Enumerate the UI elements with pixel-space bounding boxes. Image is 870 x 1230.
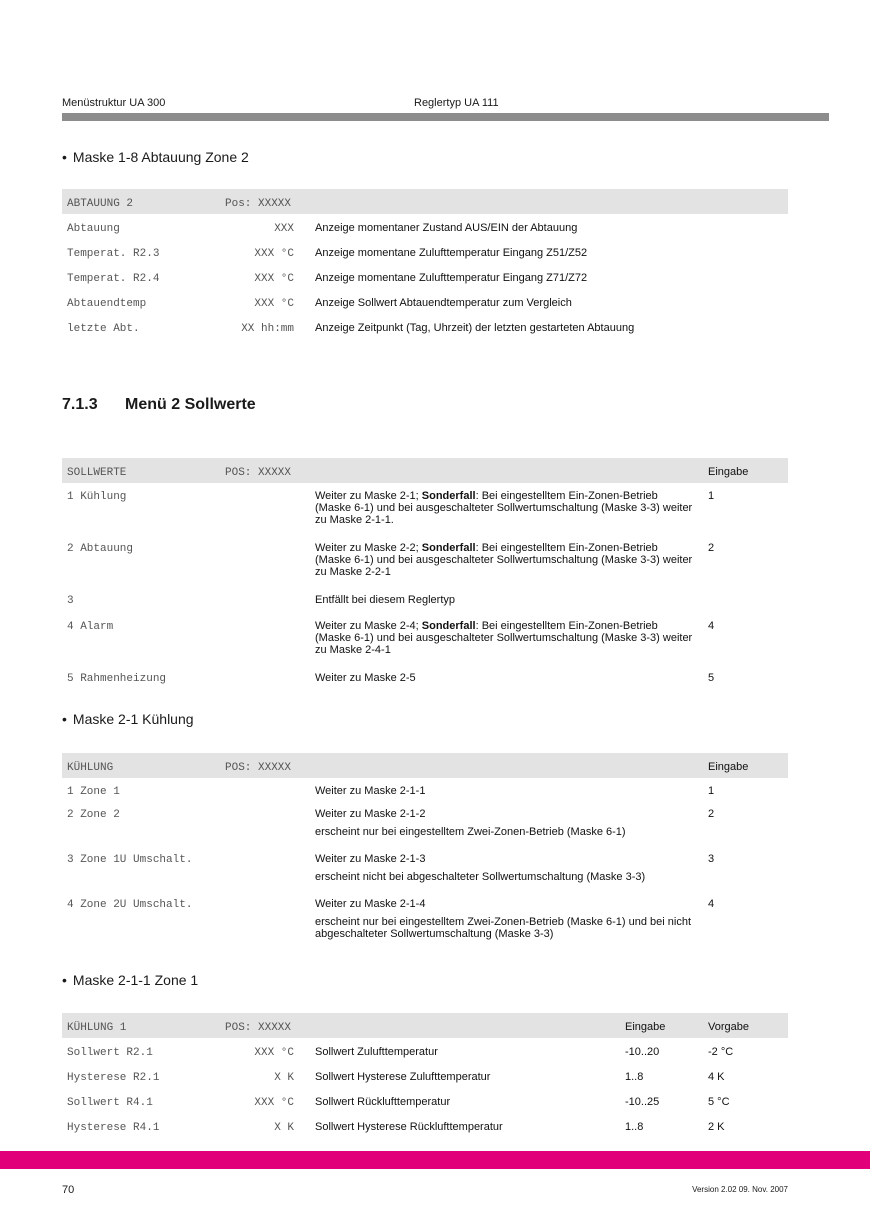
head-pos: POS: XXXXX (225, 1022, 292, 1034)
section-2-1-title: • Maske 2-1 Kühlung (62, 711, 194, 727)
table-row (62, 665, 788, 693)
table-row (62, 1038, 788, 1063)
row-description: Anzeige momentaner Zustand AUS/EIN der Abtauung (315, 222, 578, 234)
row-input: -10..25 (625, 1096, 660, 1108)
row-name: 3 (67, 595, 74, 607)
head-pos: POS: XXXXX (225, 467, 292, 479)
description-emphasis: Sonderfall (421, 542, 476, 554)
row-name: Abtauung (67, 223, 120, 235)
table-row (62, 535, 788, 587)
header-left: Menüstruktur UA 300 (62, 97, 166, 109)
row-default: 5 °C (708, 1096, 730, 1108)
row-value: XXX (274, 223, 294, 235)
row-description: Sollwert Hysterese Zulufttemperatur (315, 1071, 491, 1083)
section-title: Menü 2 Sollwerte (125, 396, 256, 413)
head-name: KÜHLUNG 1 (67, 1022, 127, 1034)
row-input: 2 (708, 808, 715, 820)
description-lead: Weiter zu Maske 2-2; (315, 542, 422, 554)
row-description: Anzeige Sollwert Abtauendtemperatur zum Vergleich (315, 297, 572, 309)
row-description: Sollwert Rücklufttemperatur (315, 1096, 451, 1108)
row-description (315, 490, 693, 526)
section-heading (62, 396, 256, 414)
row-input: 1..8 (625, 1121, 644, 1133)
table-2-1 (62, 753, 788, 943)
row-description (315, 542, 693, 578)
description-rest: : Bei eingestelltem Ein-Zonen-Betrieb (Maske 6-1) und bei ausgeschalteter Sollwertumschaltung (Maske 3-3) weiter zu Maske 2-1-1. (315, 490, 693, 526)
row-description: Entfällt bei diesem Reglertyp (315, 594, 456, 606)
row-name: Sollwert R4.1 (67, 1097, 153, 1109)
table-row (62, 891, 788, 943)
row-name: Hysterese R4.1 (67, 1122, 160, 1134)
row-input: 4 (708, 898, 715, 910)
row-name: 5 Rahmenheizung (67, 673, 167, 685)
table-row (62, 778, 788, 801)
head-pos: POS: XXXXX (225, 762, 292, 774)
row-value: XXX °C (254, 1047, 294, 1059)
footer-accent-bar (0, 1151, 870, 1169)
table-head (62, 189, 788, 214)
head-pos: Pos: XXXXX (225, 198, 292, 210)
section-2-1-1-title: • Maske 2-1-1 Zone 1 (62, 972, 198, 988)
row-name: 4 Alarm (67, 621, 114, 633)
row-name: 2 Abtauung (67, 543, 134, 555)
table-row (62, 289, 788, 314)
row-input: 1..8 (625, 1071, 644, 1083)
row-input: 2 (708, 542, 715, 554)
description-emphasis: Sonderfall (421, 620, 476, 632)
row-value: XXX °C (254, 248, 294, 260)
row-value: X K (274, 1072, 294, 1084)
row-name: Temperat. R2.4 (67, 273, 160, 285)
row-name: 2 Zone 2 (67, 809, 120, 821)
row-name: Sollwert R2.1 (67, 1047, 153, 1059)
head-input: Eingabe (708, 761, 749, 773)
description-rest: : Bei eingestelltem Ein-Zonen-Betrieb (Maske 6-1) und bei ausgeschalteter Sollwertumschaltung (Maske 3-3) weiter zu Maske 2-4-1 (315, 620, 693, 656)
head-default: Vorgabe (708, 1021, 749, 1033)
row-name: 4 Zone 2U Umschalt. (67, 899, 193, 911)
table-1-8 (62, 189, 788, 339)
section-number: 7.1.3 (62, 396, 98, 413)
row-description: Weiter zu Maske 2-1-3 (315, 853, 426, 865)
row-input: 1 (708, 785, 715, 797)
table-head (62, 753, 788, 778)
row-note: erscheint nur bei eingestelltem Zwei-Zonen-Betrieb (Maske 6-1) und bei nicht abgeschalteter Sollwertumschaltung (Maske 3-3) (315, 916, 692, 940)
description-emphasis: Sonderfall (421, 490, 476, 502)
row-description (315, 620, 693, 656)
row-note: erscheint nur bei eingestelltem Zwei-Zonen-Betrieb (Maske 6-1) (315, 826, 626, 838)
row-input: -10..20 (625, 1046, 660, 1058)
table-row (62, 1113, 788, 1138)
table-row (62, 1088, 788, 1113)
row-input: 1 (708, 490, 715, 502)
version-info: Version 2.02 09. Nov. 2007 (692, 1185, 788, 1194)
row-name: 1 Zone 1 (67, 786, 120, 798)
table-2-1-1 (62, 1013, 788, 1138)
row-default: 2 K (708, 1121, 725, 1133)
row-name: Temperat. R2.3 (67, 248, 160, 260)
row-description: Anzeige momentane Zulufttemperatur Eingang Z71/Z72 (315, 272, 588, 284)
section-1-8-title: • Maske 1-8 Abtauung Zone 2 (62, 149, 249, 165)
row-value: XX hh:mm (241, 323, 294, 335)
row-description: Weiter zu Maske 2-1-2 (315, 808, 426, 820)
row-name: Hysterese R2.1 (67, 1072, 160, 1084)
row-name: 3 Zone 1U Umschalt. (67, 854, 193, 866)
row-input: 4 (708, 620, 715, 632)
head-name: SOLLWERTE (67, 467, 127, 479)
table-row (62, 314, 788, 339)
row-name: 1 Kühlung (67, 491, 127, 503)
table-head (62, 458, 788, 483)
head-name: KÜHLUNG (67, 762, 114, 774)
table-row (62, 613, 788, 665)
table-row (62, 214, 788, 239)
table-row (62, 801, 788, 846)
table-row (62, 264, 788, 289)
table-row (62, 587, 788, 613)
row-name: letzte Abt. (67, 323, 140, 335)
row-description: Sollwert Hysterese Rücklufttemperatur (315, 1121, 503, 1133)
table-row (62, 1063, 788, 1088)
row-value: XXX °C (254, 298, 294, 310)
row-description: Anzeige momentane Zulufttemperatur Eingang Z51/Z52 (315, 247, 588, 259)
row-value: XXX °C (254, 1097, 294, 1109)
table-row (62, 846, 788, 891)
row-description: Weiter zu Maske 2-1-1 (315, 785, 426, 797)
row-input: 3 (708, 853, 715, 865)
description-lead: Weiter zu Maske 2-1; (315, 490, 422, 502)
header-center: Reglertyp UA 111 (414, 97, 499, 109)
header-rule (62, 113, 829, 121)
row-default: -2 °C (708, 1046, 734, 1058)
row-value: X K (274, 1122, 294, 1134)
table-head (62, 1013, 788, 1038)
page-number: 70 (62, 1184, 75, 1196)
row-input: 5 (708, 672, 715, 684)
table-row (62, 483, 788, 535)
description-lead: Weiter zu Maske 2-4; (315, 620, 422, 632)
row-value: XXX °C (254, 273, 294, 285)
row-description: Sollwert Zulufttemperatur (315, 1046, 438, 1058)
head-input: Eingabe (708, 466, 749, 478)
table-row (62, 239, 788, 264)
row-default: 4 K (708, 1071, 725, 1083)
row-description: Weiter zu Maske 2-5 (315, 672, 416, 684)
table-menu-2 (62, 458, 788, 693)
row-description: Anzeige Zeitpunkt (Tag, Uhrzeit) der letzten gestarteten Abtauung (315, 322, 635, 334)
head-name: ABTAUUNG 2 (67, 198, 134, 210)
row-description: Weiter zu Maske 2-1-4 (315, 898, 426, 910)
description-rest: : Bei eingestelltem Ein-Zonen-Betrieb (Maske 6-1) und bei ausgeschalteter Sollwertumschaltung (Maske 3-3) weiter zu Maske 2-2-1 (315, 542, 693, 578)
head-input: Eingabe (625, 1021, 666, 1033)
row-name: Abtauendtemp (67, 298, 147, 310)
row-note: erscheint nicht bei abgeschalteter Sollwertumschaltung (Maske 3-3) (315, 871, 646, 883)
